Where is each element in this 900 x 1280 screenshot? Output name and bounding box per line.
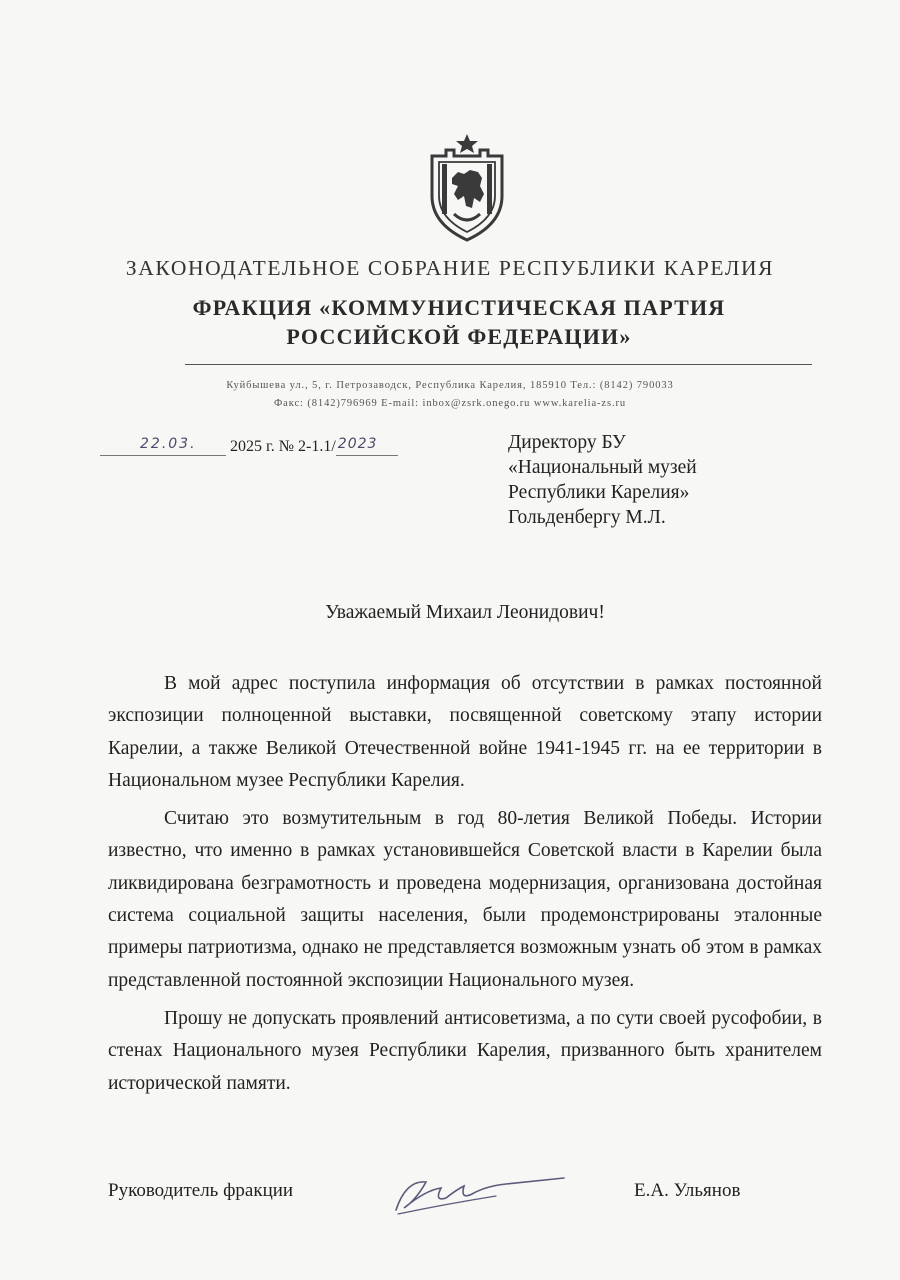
addressee-block (508, 430, 697, 530)
handwritten-date: 22.03. (140, 436, 197, 452)
addressee-line4: Гольденбергу М.Л. (508, 507, 666, 528)
paragraph-2: Считаю это возмутительным в год 80-летия Великой Победы. Истории известно, что именно в рамках установившейся Советской власти в Карелии была ликвидирована безграмотность и проведена модернизация, организована достойная система социальной защиты населения, были продемонстрированы эталонные примеры патриотизма, однако не представляется возможным узнать об этом в рамках представленной постоянной экспозиции Национального музея. (108, 808, 822, 991)
contact-fax-email: Факс: (8142)796969 E-mail: inbox@zsrk.onego.ru www.karelia-zs.ru (273, 398, 627, 409)
org-name: ЗАКОНОДАТЕЛЬНОЕ СОБРАНИЕ РЕСПУБЛИКИ КАРЕЛИЯ (125, 256, 775, 280)
reference-line (100, 438, 398, 456)
addressee-line3: Республики Карелия» (508, 482, 690, 503)
date-field (100, 436, 226, 456)
number-field (336, 436, 398, 456)
addressee-line1: Директору БУ (508, 432, 626, 453)
faction-title (0, 293, 900, 351)
contact-address: Куйбышева ул., 5, г. Петрозаводск, Республика Карелия, 185910 Тел.: (8142) 790033 (226, 380, 674, 391)
handwritten-number: 2023 (337, 436, 378, 452)
faction-title-line2: РОССИЙСКОЙ ФЕДЕРАЦИИ» (286, 324, 632, 349)
letter-body (108, 668, 822, 1106)
signatory-name: Е.А. Ульянов (634, 1180, 741, 1201)
karelia-coat-of-arms-icon (428, 134, 506, 242)
signatory-role: Руководитель фракции (108, 1180, 294, 1201)
paragraph-1: В мой адрес поступила информация об отсутствии в рамках постоянной экспозиции полноценной выставки, посвященной советскому этапу истории Карелии, а также Великой Отечественной войне 1941-1945 гг. на ее территории в Национальном музее Республики Карелия. (108, 673, 822, 791)
addressee-line2: «Национальный музей (508, 457, 697, 478)
handwritten-signature-icon (386, 1160, 566, 1220)
salutation: Уважаемый Михаил Леонидович! (325, 602, 605, 623)
faction-title-line1: ФРАКЦИЯ «КОММУНИСТИЧЕСКАЯ ПАРТИЯ (192, 295, 726, 320)
contact-info (0, 377, 900, 413)
signature-block (0, 1180, 900, 1220)
header-divider (185, 364, 812, 365)
year-number-label: 2025 г. № 2-1.1/ (230, 438, 336, 455)
paragraph-3: Прошу не допускать проявлений антисоветизма, а по сути своей русофобии, в стенах Национального музея Республики Карелия, призванного быть хранителем исторической памяти. (108, 1007, 822, 1094)
